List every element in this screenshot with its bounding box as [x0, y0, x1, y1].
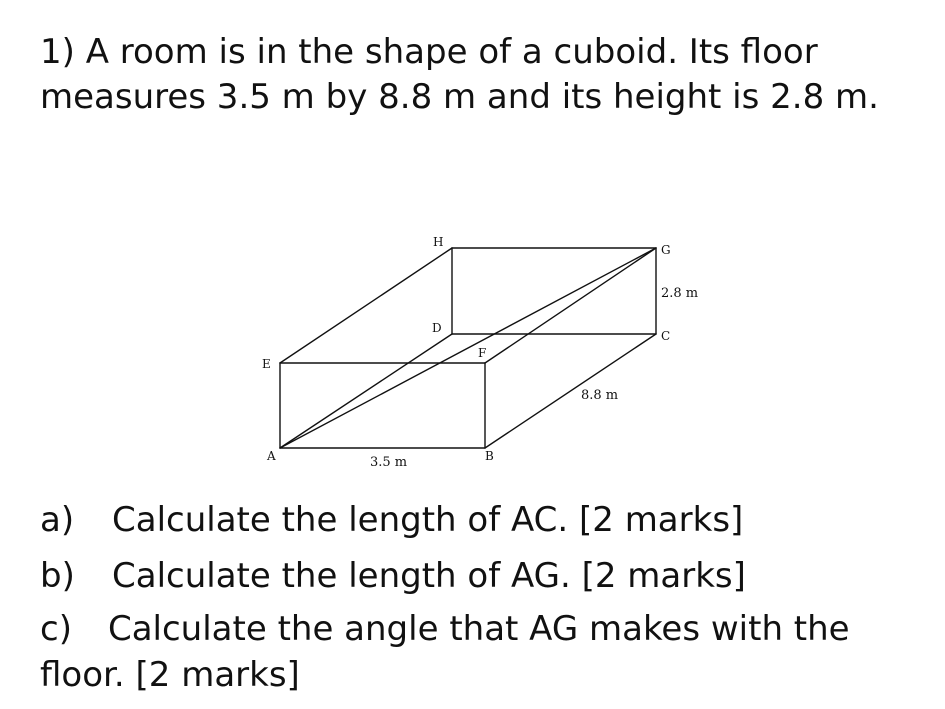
dimension-label-width: 3.5 m	[370, 455, 408, 470]
diagonal-ag	[280, 248, 656, 448]
edge-fg	[485, 248, 656, 363]
part-a	[40, 492, 920, 548]
vertex-label-d: D	[432, 321, 442, 335]
part-b	[40, 548, 920, 604]
vertex-label-f: F	[478, 346, 487, 360]
edge-bc	[485, 334, 656, 448]
part-b-text: Calculate the length of AG. [2 marks]	[112, 556, 746, 596]
part-c	[40, 606, 920, 698]
dimension-label-length: 8.8 m	[581, 388, 619, 403]
vertex-label-g: G	[661, 243, 671, 257]
part-c-letter: c)	[40, 609, 72, 649]
edge-ad	[280, 334, 452, 448]
vertex-label-c: C	[661, 329, 671, 343]
question-text: 1) A room is in the shape of a cuboid. Its floor measures 3.5 m by 8.8 m and its height is 2.8 m.	[40, 32, 879, 117]
vertex-label-a: A	[267, 449, 276, 463]
vertex-label-e: E	[262, 357, 271, 371]
vertex-label-h: H	[433, 235, 444, 249]
part-a-letter: a)	[40, 500, 75, 540]
edge-eh	[280, 248, 452, 363]
part-c-text: Calculate the angle that AG makes with the floor. [2 marks]	[40, 609, 850, 695]
vertex-label-b: B	[485, 449, 494, 463]
part-b-letter: b)	[40, 556, 75, 596]
part-a-text: Calculate the length of AC. [2 marks]	[112, 500, 744, 540]
question-parts	[40, 492, 920, 698]
dimension-label-height: 2.8 m	[661, 286, 699, 301]
